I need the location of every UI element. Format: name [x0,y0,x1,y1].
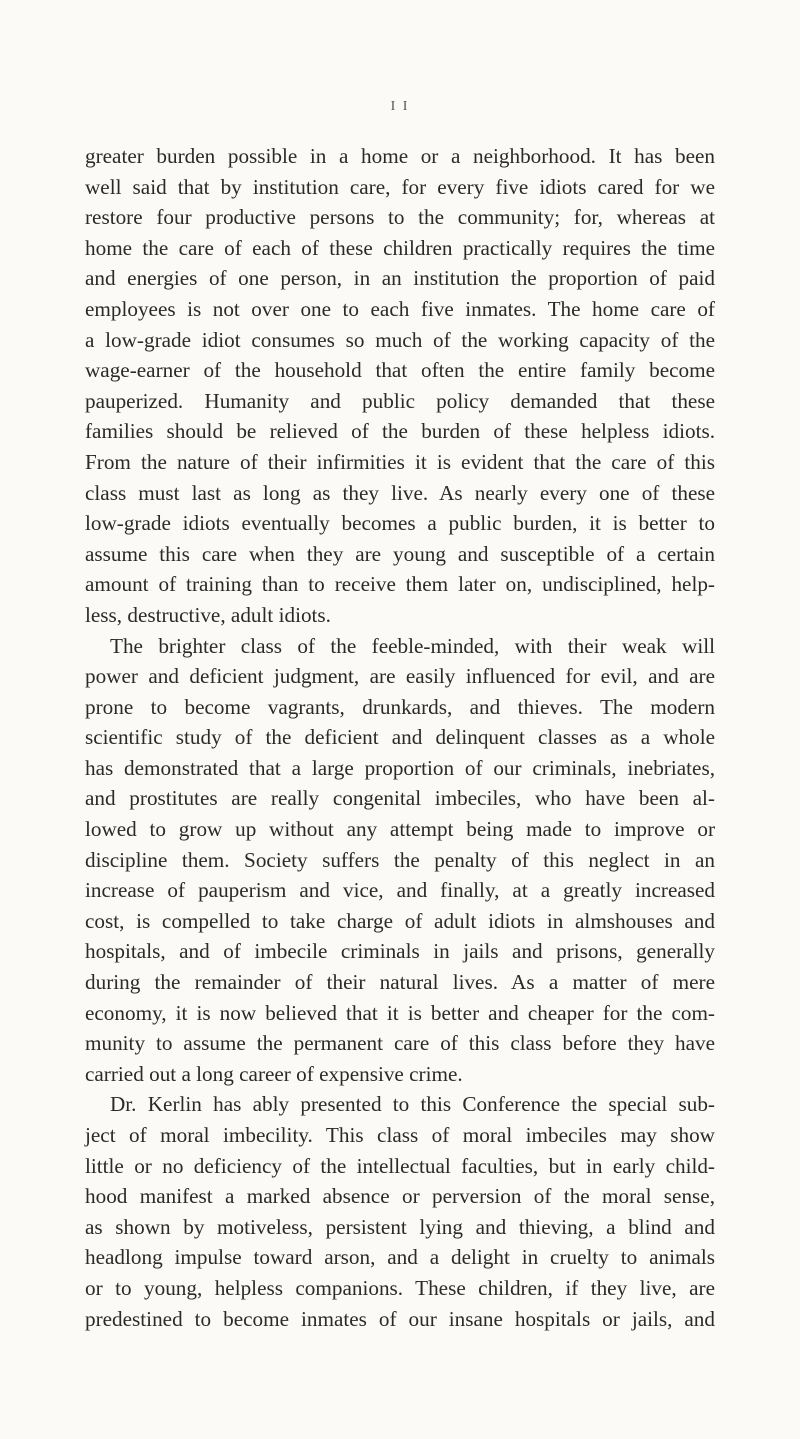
text-line: scientific study of the deficient and delinquent classes as a whole [85,725,715,750]
text-line: has demonstrated that a large proportion of our criminals, inebriates, [85,755,715,780]
text-line: From the nature of their infirmities it is evident that the care of this [85,449,715,474]
text-line: or to young, helpless companions. These children, if they live, are [85,1275,715,1300]
text-line: less, destructive, adult idiots. [85,602,331,627]
text-line: well said that by institution care, for every five idiots cared for we [85,174,715,199]
page-number: I I [390,99,410,114]
text-line: prone to become vagrants, drunkards, and thieves. The modern [85,694,715,719]
text-line: headlong impulse toward arson, and a delight in cruelty to animals [85,1245,715,1270]
text-line: and energies of one person, in an institution the proportion of paid [85,266,715,291]
text-line: lowed to grow up without any attempt being made to improve or [85,817,715,842]
text-line: power and deficient judgment, are easily influenced for evil, and are [85,664,715,689]
text-line: home the care of each of these children practically requires the time [85,235,715,260]
text-line: during the remainder of their natural lives. As a matter of mere [85,970,715,995]
text-line: predestined to become inmates of our insane hospitals or jails, and [85,1306,715,1331]
text-line: amount of training than to receive them later on, undisciplined, help- [85,572,715,597]
text-line: low-grade idiots eventually becomes a public burden, it is better to [85,511,715,536]
body-text [85,141,715,1334]
text-line: greater burden possible in a home or a neighborhood. It has been [85,144,715,168]
text-line: carried out a long career of expensive crime. [85,1061,463,1086]
text-line: hospitals, and of imbecile criminals in jails and prisons, generally [85,939,715,964]
text-line: and prostitutes are really congenital imbeciles, who have been al- [85,786,715,811]
text-line: hood manifest a marked absence or perversion of the moral sense, [85,1184,715,1209]
text-line: Dr. Kerlin has ably presented to this Conference the special sub- [110,1092,715,1117]
text-line: little or no deficiency of the intellectual faculties, but in early child- [85,1153,715,1178]
text-line: families should be relieved of the burden of these helpless idiots. [85,419,715,444]
text-line: The brighter class of the feeble-minded, with their weak will [110,633,715,658]
text-line: wage-earner of the household that often the entire family become [85,358,715,383]
text-line: pauperized. Humanity and public policy demanded that these [85,388,715,413]
text-line: restore four productive persons to the community; for, whereas at [85,205,715,230]
text-line: increase of pauperism and vice, and finally, at a greatly increased [85,878,715,903]
text-line: a low-grade idiot consumes so much of the working capacity of the [85,327,715,352]
text-line: discipline them. Society suffers the penalty of this neglect in an [85,847,715,872]
text-line: assume this care when they are young and susceptible of a certain [85,541,715,566]
text-line: class must last as long as they live. As nearly every one of these [85,480,715,505]
text-line: munity to assume the permanent care of this class before they have [85,1031,715,1056]
text-line: cost, is compelled to take charge of adult idiots in almshouses and [85,908,715,933]
text-line: economy, it is now believed that it is better and cheaper for the com- [85,1000,715,1025]
text-line: ject of moral imbecility. This class of moral imbeciles may show [85,1123,715,1147]
text-line: employees is not over one to each five inmates. The home care of [85,296,715,321]
text-line: as shown by motiveless, persistent lying and thieving, a blind and [85,1214,715,1239]
